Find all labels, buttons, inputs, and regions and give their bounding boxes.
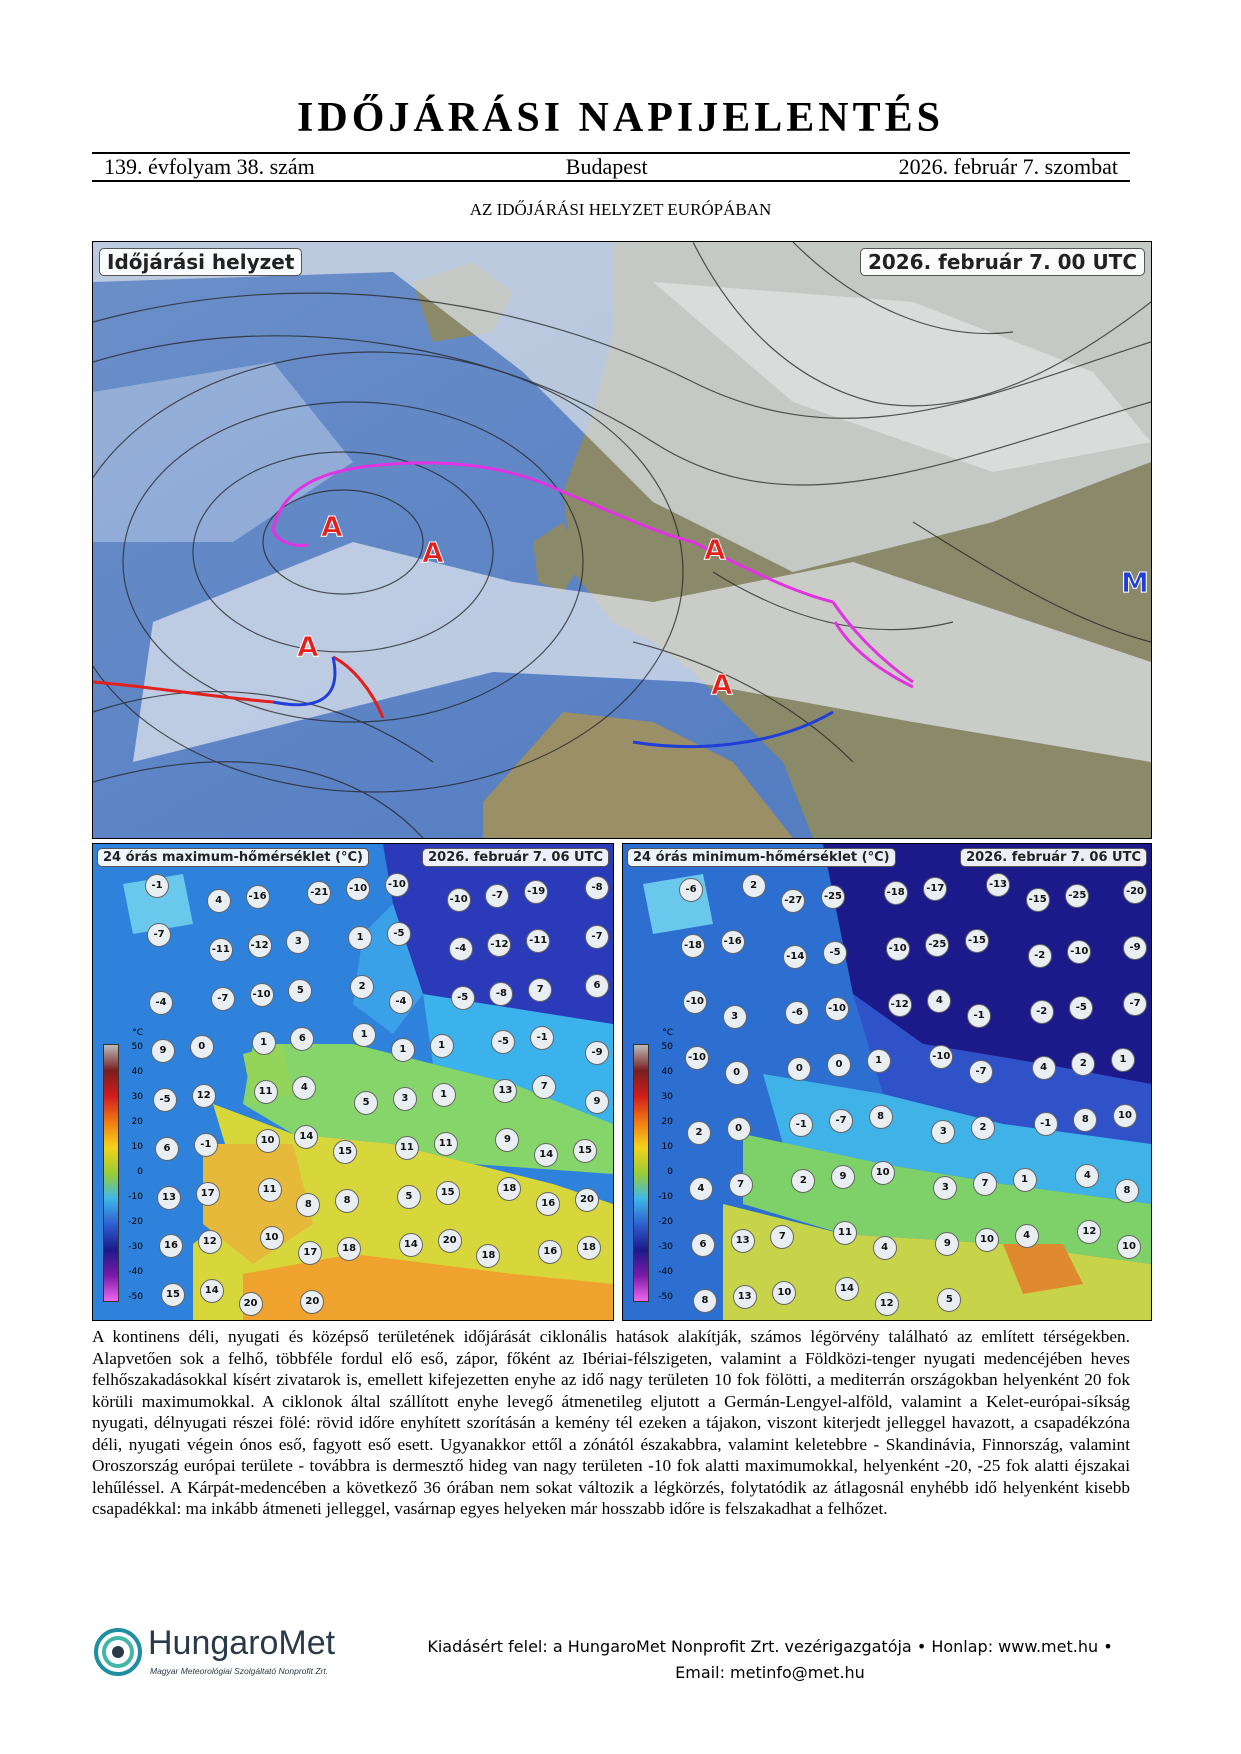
colorbar-tick: -30 [128,1242,143,1252]
station-value: 1 [252,1031,276,1055]
station-value: 4 [207,889,231,913]
station-value: 4 [927,989,951,1013]
station-value: 16 [538,1240,562,1264]
station-value: 4 [292,1076,316,1100]
station-value: -1 [530,1026,554,1050]
station-value: 8 [1115,1179,1139,1203]
station-value: 2 [1071,1052,1095,1076]
station-value: -7 [829,1109,853,1133]
station-value: 8 [1073,1108,1097,1132]
station-value: -10 [929,1045,953,1069]
station-value: 2 [742,874,766,898]
colorbar-tick: -40 [658,1267,673,1277]
logo-subtitle: Magyar Meteorológiai Szolgáltató Nonprofit Zrt. [150,1666,329,1676]
station-value: 10 [1117,1235,1141,1259]
station-value: -1 [789,1113,813,1137]
station-value: -10 [1067,940,1091,964]
pressure-center-4: A [297,630,319,663]
colorbar-tick: 40 [661,1067,673,1077]
station-value: 7 [528,978,552,1002]
station-value: -10 [685,1046,709,1070]
colorbar-tick: -20 [658,1217,673,1227]
issue-city: Budapest [565,154,648,179]
weather-summary: A kontinens déli, nyugati és középső területének időjárását ciklonális hatások alakítják, számos légörvény található az említett térségekben. Alapvetően sok a felhő, többféle fordul elő eső, zápor, főként az Ibériai-félszigeten, valamint a Földközi-tenger nyugati medencéjében heves felhőszakadásokkal kísért zivatarok is, emellett kifejezetten enyhe az idő nagy területen 10 fok fölötti, a mediterrán országokban helyenként 20 fok körüli maximumokkal. A ciklonok által szállított enyhe levegő átmenetileg eljutott a Germán-Lengyel-alföld, valamint a Kelet-európai-síkság nyugati, délnyugati részei fölé: rövid időre enyhített szorításán a kemény tél ezeken a tájakon, viszont kiterjedt jelleggel havazott, a csapadékzóna déli, nyugati végein ónos eső, fagyott eső esett. Ugyanakkor ettől a zónától északabbra, valamint keletebbre - Skandinávia, Finnország, valamint Oroszország európai területe - továbbra is dermesztő hideg van nagy területen -10 fok alatti maximumokkal, helyenként -20, -25 fok alatti éjszakai lehűléssel. A Kárpát-medencében a következő 36 órában nem sokat változik a légkörzés, folytatódik az átlagosnál enyhébb idő helyenként kisebb csapadékkal: ma inkább átmeneti jelleggel, vasárnap egyes helyeken már hosszabb időre is felszakadhat a felhőzet. [92,1327,1130,1518]
colorbar-tick: -10 [128,1192,143,1202]
station-value: -11 [209,938,233,962]
station-value: 13 [493,1079,517,1103]
station-value: -12 [248,934,272,958]
station-value: -7 [585,925,609,949]
station-value: 9 [831,1165,855,1189]
footer-publisher: Kiadásért felel: a HungaroMet Nonprofit Zrt. vezérigazgatója • Honlap: www.met.hu • [427,1637,1113,1656]
station-value: -7 [211,987,235,1011]
colorbar-tick: 50 [661,1042,673,1052]
min-temp-colorbar-ticks [651,1028,673,1302]
synoptic-map-label: Időjárási helyzet [99,248,302,276]
station-value: 1 [348,926,372,950]
station-value: 18 [337,1237,361,1261]
station-value: -5 [451,986,475,1010]
synoptic-map-time: 2026. február 7. 00 UTC [860,248,1145,276]
station-value: -13 [986,873,1010,897]
station-value: 8 [296,1193,320,1217]
station-value: -25 [821,885,845,909]
station-value: -12 [487,933,511,957]
station-value: 14 [534,1143,558,1167]
station-value: 20 [239,1292,263,1316]
station-value: 0 [725,1061,749,1085]
station-value: 13 [157,1186,181,1210]
station-value: 15 [161,1283,185,1307]
station-value: 5 [397,1185,421,1209]
pressure-center-1: A [321,510,343,543]
max-temp-colorbar [103,1044,119,1302]
station-value: -6 [785,1001,809,1025]
colorbar-tick: -10 [658,1192,673,1202]
station-value: -10 [825,997,849,1021]
issue-date: 2026. február 7. szombat [898,154,1118,179]
station-value: -17 [923,877,947,901]
colorbar-tick: 10 [131,1142,143,1152]
station-value: 11 [254,1080,278,1104]
station-value: -25 [925,933,949,957]
station-value: 1 [432,1083,456,1107]
station-value: 17 [196,1182,220,1206]
station-value: -21 [307,881,331,905]
colorbar-tick: -30 [658,1242,673,1252]
station-value: 14 [835,1277,859,1301]
station-value: -10 [683,990,707,1014]
station-value: 16 [159,1234,183,1258]
station-value: 10 [256,1129,280,1153]
station-value: -7 [969,1060,993,1084]
station-value: 11 [833,1221,857,1245]
station-value: -10 [385,873,409,897]
station-value: 1 [1013,1168,1037,1192]
max-temp-time: 2026. február 7. 06 UTC [422,848,609,867]
station-value: 4 [1075,1164,1099,1188]
station-value: 11 [434,1132,458,1156]
colorbar-tick: -50 [658,1292,673,1302]
colorbar-tick: 20 [661,1117,673,1127]
station-value: -1 [967,1004,991,1028]
station-value: 0 [190,1035,214,1059]
station-value: 18 [476,1244,500,1268]
station-value: -12 [888,993,912,1017]
station-value: -10 [250,983,274,1007]
footer-email: Email: metinfo@met.hu [675,1663,865,1682]
min-temp-time: 2026. február 7. 06 UTC [960,848,1147,867]
station-value: 5 [288,979,312,1003]
station-value: 3 [286,930,310,954]
station-value: 4 [689,1177,713,1201]
station-value: 4 [873,1236,897,1260]
station-value: 4 [1032,1056,1056,1080]
station-value: 9 [935,1232,959,1256]
station-value: 17 [298,1241,322,1265]
station-value: 2 [791,1169,815,1193]
station-value: -16 [246,885,270,909]
station-value: 5 [354,1091,378,1115]
pressure-center-6: M [1121,566,1149,599]
colorbar-tick: 20 [131,1117,143,1127]
station-value: -5 [823,941,847,965]
station-value: 6 [155,1137,179,1161]
hungaromet-logo [90,1622,360,1692]
station-value: 20 [438,1229,462,1253]
colorbar-tick: 30 [661,1092,673,1102]
station-value: 3 [931,1120,955,1144]
station-value: -5 [491,1030,515,1054]
station-value: 7 [973,1172,997,1196]
station-value: -1 [1034,1112,1058,1136]
station-value: 13 [733,1285,757,1309]
station-value: 2 [687,1121,711,1145]
station-value: -7 [147,923,171,947]
colorbar-tick: 0 [137,1167,143,1177]
station-value: -18 [681,934,705,958]
station-value: -15 [965,929,989,953]
station-value: 0 [727,1117,751,1141]
station-value: 11 [258,1178,282,1202]
station-value: 8 [335,1189,359,1213]
station-value: 18 [497,1177,521,1201]
min-temp-colorbar [633,1044,649,1302]
station-value: 9 [585,1090,609,1114]
station-value: 1 [430,1034,454,1058]
station-value: 6 [691,1233,715,1257]
colorbar-tick: 10 [661,1142,673,1152]
section-title: AZ IDŐJÁRÁSI HELYZET EURÓPÁBAN [469,200,772,219]
station-value: -6 [679,878,703,902]
issue-bar [92,152,1130,182]
station-value: -9 [1123,936,1147,960]
report-title: IDŐJÁRÁSI NAPIJELENTÉS [297,95,944,141]
station-value: -25 [1065,884,1089,908]
station-value: 11 [395,1136,419,1160]
station-value: -5 [153,1088,177,1112]
max-temp-label: 24 órás maximum-hőmérséklet (°C) [97,848,369,867]
station-value: -14 [783,945,807,969]
station-value: 15 [333,1140,357,1164]
station-value: 1 [391,1038,415,1062]
station-value: 3 [393,1087,417,1111]
station-value: 1 [352,1023,376,1047]
station-value: 12 [1077,1220,1101,1244]
synoptic-map [92,241,1152,839]
station-value: 1 [1111,1048,1135,1072]
station-value: 7 [770,1225,794,1249]
station-value: 12 [192,1084,216,1108]
colorbar-tick: -40 [128,1267,143,1277]
min-temp-map [622,843,1152,1321]
station-value: 10 [975,1228,999,1252]
station-value: 15 [573,1139,597,1163]
station-value: -8 [489,982,513,1006]
station-value: 16 [536,1192,560,1216]
station-value: 2 [971,1116,995,1140]
station-value: -8 [585,876,609,900]
hungaromet-logo-icon [90,1622,148,1682]
station-value: 3 [933,1176,957,1200]
station-value: 3 [723,1005,747,1029]
station-value: 15 [436,1181,460,1205]
station-value: -27 [781,889,805,913]
pressure-center-5: A [711,668,733,701]
station-value: 8 [693,1289,717,1313]
station-value: -10 [886,937,910,961]
colorbar-tick: 50 [131,1042,143,1052]
station-value: 14 [294,1125,318,1149]
station-value: -1 [145,874,169,898]
footer [400,1634,1140,1686]
station-value: 12 [875,1292,899,1316]
max-temp-map [92,843,614,1321]
station-value: -1 [194,1133,218,1157]
station-value: -10 [447,888,471,912]
station-value: 20 [575,1188,599,1212]
colorbar-tick: 0 [667,1167,673,1177]
station-value: -2 [1028,944,1052,968]
station-value: 4 [1015,1224,1039,1248]
station-value: 9 [151,1039,175,1063]
pressure-center-3: A [704,533,726,566]
station-value: -16 [721,930,745,954]
station-value: 1 [867,1049,891,1073]
station-value: 10 [1113,1104,1137,1128]
issue-number: 139. évfolyam 38. szám [104,154,315,179]
station-value: 6 [290,1027,314,1051]
station-value: 14 [399,1233,423,1257]
logo-name: HungaroMet [148,1624,336,1662]
station-value: -2 [1030,1000,1054,1024]
synoptic-map-graphic [93,242,1151,838]
station-value: -4 [149,991,173,1015]
colorbar-tick: 40 [131,1067,143,1077]
station-value: 12 [198,1230,222,1254]
colorbar-tick: -50 [128,1292,143,1302]
station-value: 18 [577,1236,601,1260]
station-value: -9 [585,1041,609,1065]
station-value: 8 [869,1105,893,1129]
station-value: -5 [387,922,411,946]
station-value: 20 [300,1290,324,1314]
colorbar-tick: 30 [131,1092,143,1102]
station-value: -19 [524,880,548,904]
station-value: -4 [389,990,413,1014]
pressure-center-2: A [422,536,444,569]
station-value: -5 [1069,996,1093,1020]
station-value: 7 [729,1173,753,1197]
station-value: 5 [937,1288,961,1312]
station-value: -20 [1123,880,1147,904]
station-value: 2 [350,975,374,999]
station-value: -10 [346,877,370,901]
station-value: -18 [884,881,908,905]
colorbar-unit: °C [132,1028,143,1038]
station-value: 10 [260,1226,284,1250]
colorbar-tick: -20 [128,1217,143,1227]
max-temp-colorbar-ticks [121,1028,143,1302]
station-value: 14 [200,1279,224,1303]
station-value: -4 [449,937,473,961]
station-value: 10 [871,1161,895,1185]
colorbar-unit: °C [662,1028,673,1038]
station-value: -15 [1026,888,1050,912]
station-value: 0 [787,1057,811,1081]
station-value: 6 [585,974,609,998]
station-value: 7 [532,1075,556,1099]
station-value: 9 [495,1128,519,1152]
station-value: 13 [731,1229,755,1253]
station-value: 0 [827,1053,851,1077]
station-value: -7 [485,884,509,908]
station-value: -7 [1123,992,1147,1016]
min-temp-label: 24 órás minimum-hőmérséklet (°C) [627,848,896,867]
station-value: 10 [772,1281,796,1305]
station-value: -11 [526,929,550,953]
